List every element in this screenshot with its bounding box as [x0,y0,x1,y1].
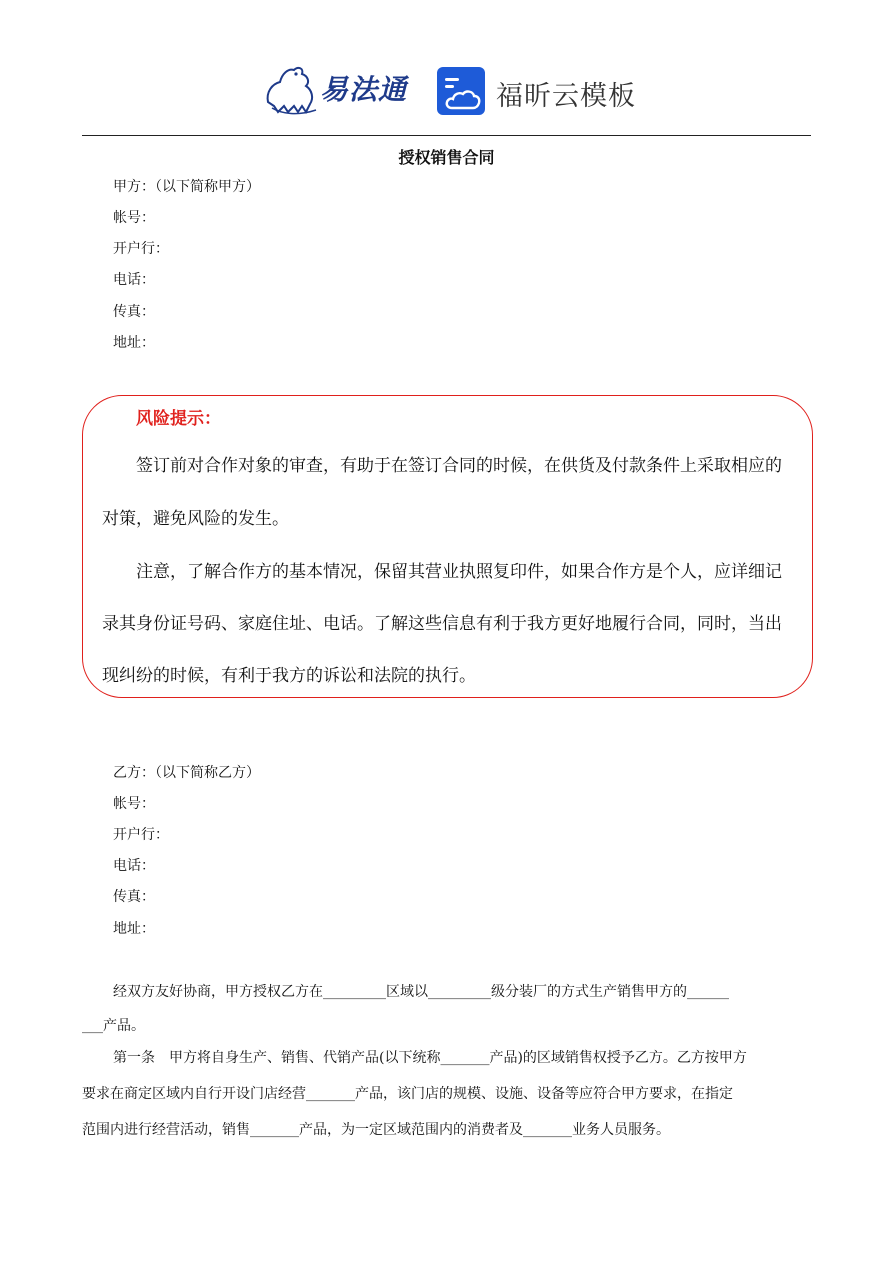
article-1-line: 范围内进行经营活动，销售_______产品，为一定区域范围内的消费者及_______业务人员服务。 [82,1122,670,1138]
risk-notice-line: 对策，避免风险的发生。 [102,509,289,529]
body-paragraph-line: ___产品。 [82,1018,145,1034]
page-header [0,60,893,122]
party-b-phone: 电话： [113,858,155,874]
risk-notice-line: 签订前对合作对象的审查，有助于在签订合同的时候，在供货及付款条件上采取相应的 [136,456,782,476]
risk-notice-box [82,395,813,698]
party-a-account: 帐号： [113,210,155,226]
foxit-logo-text: 福昕云模板 [496,81,636,112]
party-b-bank: 开户行： [113,827,169,843]
party-a-fax: 传真： [113,304,155,320]
party-b-account: 帐号： [113,796,155,812]
document-title: 授权销售合同 [398,148,495,167]
risk-notice-line: 现纠纷的时候，有利于我方的诉讼和法院的执行。 [102,666,476,686]
qilin-icon [262,62,322,118]
risk-notice-line: 录其身份证号码、家庭住址、电话。了解这些信息有利于我方更好地履行合同，同时，当出 [102,614,782,634]
party-a-heading: 甲方：（以下简称甲方） [113,179,260,195]
party-a-bank: 开户行： [113,241,169,257]
party-a-address: 地址： [113,335,155,351]
party-a-phone: 电话： [113,272,155,288]
yifatong-logo [262,62,412,118]
risk-notice-title: 风险提示： [136,409,221,429]
body-paragraph-line: 经双方友好协商，甲方授权乙方在_________区域以_________级分装厂的方式生产销售甲方的______ [113,984,729,1000]
party-b-fax: 传真： [113,889,155,905]
header-divider [82,135,811,136]
cloud-document-icon [436,66,486,116]
yifatong-logo-text: 易法通 [320,73,408,106]
article-1-line: 第一条 甲方将自身生产、销售、代销产品(以下统称_______产品)的区域销售权授予乙方。乙方按甲方 [113,1050,747,1066]
party-b-address: 地址： [113,921,155,937]
article-1-line: 要求在商定区域内自行开设门店经营_______产品，该门店的规模、设施、设备等应符合甲方要求，在指定 [82,1086,733,1102]
party-b-heading: 乙方：（以下简称乙方） [113,765,260,781]
risk-notice-line: 注意，了解合作方的基本情况，保留其营业执照复印件，如果合作方是个人，应详细记 [136,562,782,582]
